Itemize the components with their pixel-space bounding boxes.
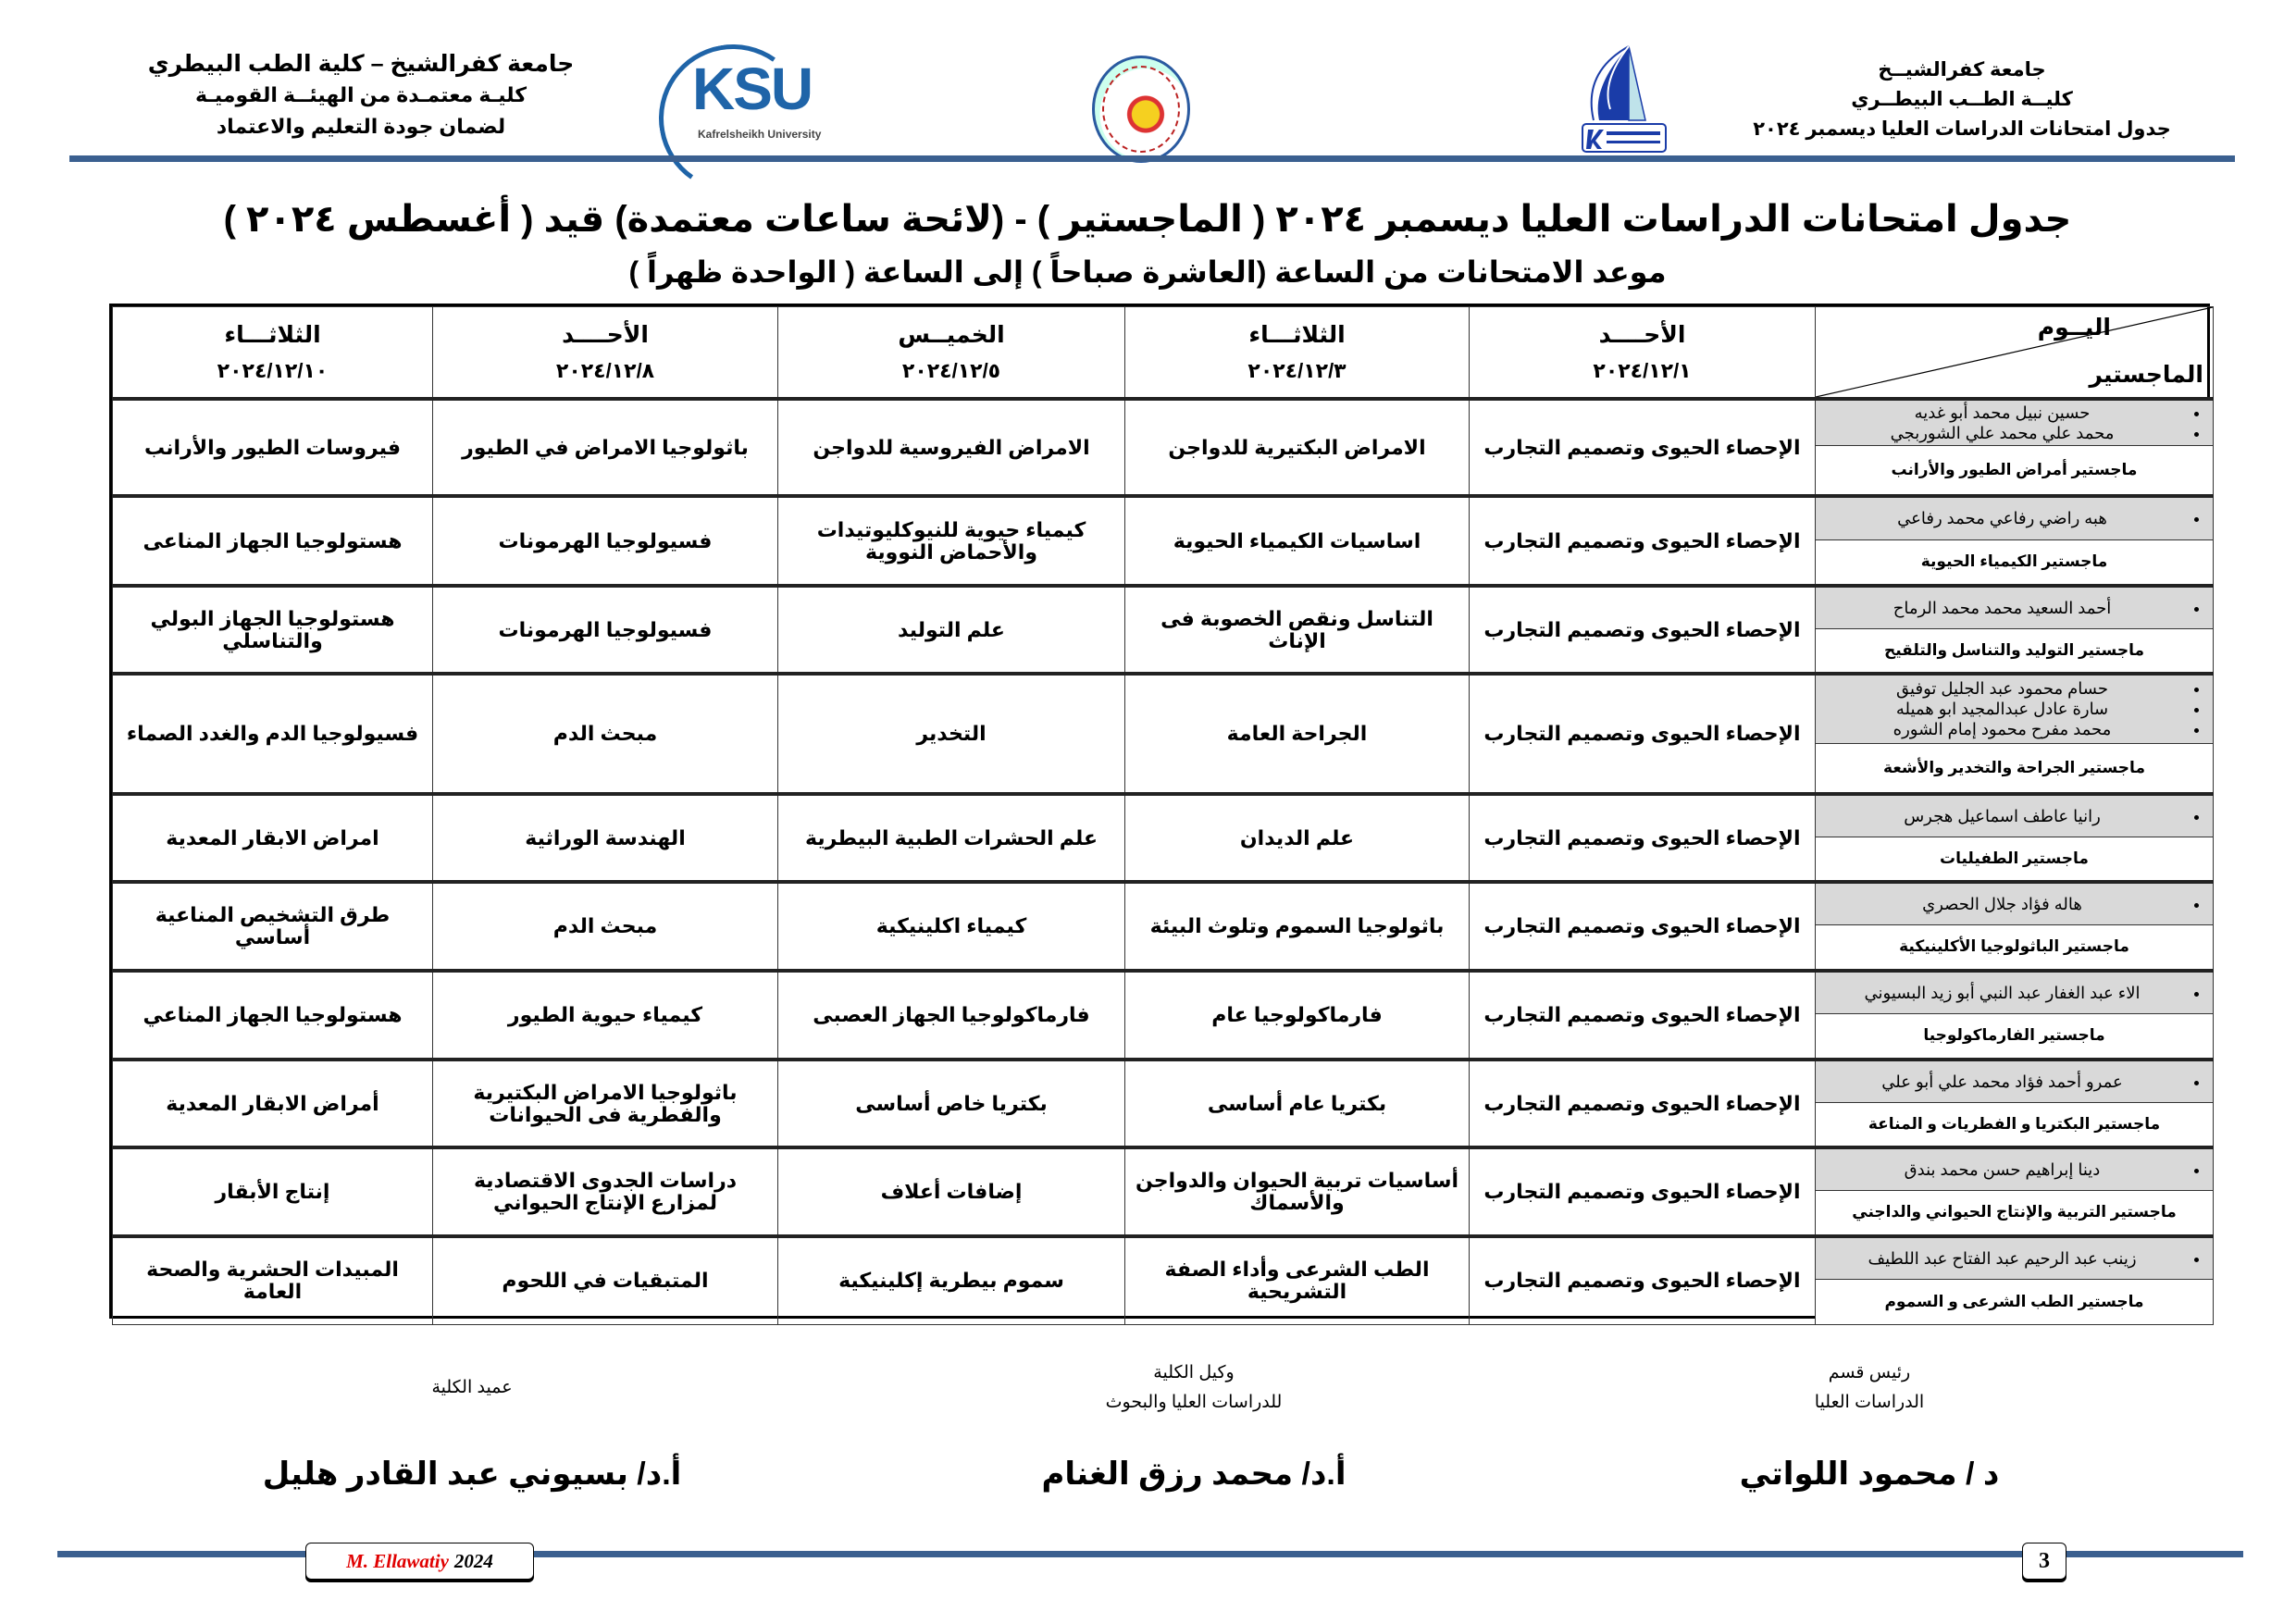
course-cell: أساسيات تربية الحيوان والدواجن والأسماك (1125, 1147, 1470, 1236)
course-cell: بكتريا خاص أساسى (778, 1060, 1125, 1147)
program-name-cell: ماجستير الجراحة والتخدير والأشعة (1816, 743, 2214, 794)
program-name-cell: ماجستير أمراض الطيور والأرانب (1816, 445, 2214, 496)
schedule-grid (112, 306, 2214, 1325)
student-list (1821, 598, 2207, 618)
footer-year: 2024 (453, 1549, 493, 1572)
course-cell: الإحصاء الحيوى وتصميم التجارب (1470, 882, 1816, 971)
ksu-logo (659, 44, 853, 152)
day-header (1470, 307, 1816, 400)
student-list (1821, 678, 2207, 739)
header-right-university: جامعة كفرالشيــخ (1878, 59, 2046, 81)
student-name: • سارة عادل عبدالمجيد ابو هميله (1821, 699, 2183, 719)
student-name: • الاء عبد الغفار عبد النبي أبو زيد البسيوني (1821, 983, 2183, 1003)
signature-vice-dean (944, 1358, 1444, 1494)
course-cell: الامراض الفيروسية للدواجن (778, 399, 1125, 496)
course-cell: الإحصاء الحيوى وتصميم التجارب (1470, 794, 1816, 882)
day-name: الأحــــد (1598, 321, 1686, 348)
header-institution-right (1740, 56, 2184, 144)
signature-dean (213, 1373, 731, 1494)
course-cell: كيمياء اكلينيكية (778, 882, 1125, 971)
corner-program-label: الماجستير (2089, 362, 2203, 388)
course-cell: باثولوجيا الامراض في الطيور (433, 399, 778, 496)
student-list (1821, 403, 2207, 443)
day-name: الثلاثـــاء (224, 321, 321, 348)
students-cell (1816, 674, 2214, 743)
student-name: • هاله فؤاد جلال الحصري (1821, 894, 2183, 914)
table-row (113, 1236, 2214, 1279)
student-name: • هبه راضي رفاعي محمد رفاعي (1821, 508, 2183, 528)
student-name: • زينب عبد الرحيم عبد الفتاح عبد اللطيف (1821, 1248, 2183, 1269)
students-cell (1816, 1236, 2214, 1279)
page-number: 3 (2022, 1543, 2066, 1580)
course-cell: الطب الشرعى وأداء الصفة التشريحية (1125, 1236, 1470, 1324)
table-row (113, 971, 2214, 1013)
exam-time-subtitle: موعد الامتحانات من الساعة (العاشرة صباحاً ) إلى الساعة ( الواحدة ظهراً ) (628, 255, 1667, 289)
course-cell: فسيولوجيا الهرمونات (433, 496, 778, 586)
student-list (1821, 1072, 2207, 1092)
course-cell: إضافات أعلاف (778, 1147, 1125, 1236)
course-cell: دراسات الجدوى الاقتصادية لمزارع الإنتاج الحيواني (433, 1147, 778, 1236)
day-date: ٢٠٢٤/١٢/١ (1593, 358, 1692, 382)
ksu-logo-text: KSU (692, 56, 813, 122)
day-name: الأحــــد (562, 321, 649, 348)
table-row (113, 674, 2214, 743)
course-cell: الإحصاء الحيوى وتصميم التجارب (1470, 1147, 1816, 1236)
course-cell: هستولوجيا الجهاز المناعى (113, 496, 433, 586)
course-cell: الإحصاء الحيوى وتصميم التجارب (1470, 586, 1816, 674)
student-name: • دينا إبراهيم حسن محمد بندق (1821, 1159, 2183, 1180)
student-list (1821, 508, 2207, 528)
course-cell: علم الحشرات الطبية البيطرية (778, 794, 1125, 882)
day-header (433, 307, 778, 400)
program-name-cell: ماجستير الفارماكولوجيا (1816, 1013, 2214, 1060)
course-cell: فيروسات الطيور والأرانب (113, 399, 433, 496)
table-row (113, 1060, 2214, 1102)
course-cell: الامراض البكتيرية للدواجن (1125, 399, 1470, 496)
course-cell: اساسيات الكيمياء الحيوية (1125, 496, 1470, 586)
header-right-doc-title: جدول امتحانات الدراسات العليا ديسمبر ٢٠٢٤ (1753, 118, 2171, 140)
students-cell (1816, 794, 2214, 837)
course-cell: فارماكولوجيا عام (1125, 971, 1470, 1060)
signature-role: للدراسات العليا والبحوث (1105, 1393, 1283, 1412)
signature-role: وكيل الكلية (1153, 1363, 1235, 1382)
course-cell: بكتريا عام أساسى (1125, 1060, 1470, 1147)
program-name-cell: ماجستير الطفيليات (1816, 837, 2214, 882)
table-row (113, 1147, 2214, 1190)
day-date: ٢٠٢٤/١٢/١٠ (217, 358, 329, 382)
course-cell: هستولوجيا الجهاز المناعي (113, 971, 433, 1060)
table-row (113, 794, 2214, 837)
course-cell: باثولوجيا السموم وتلوث البيئة (1125, 882, 1470, 971)
student-name: • عمرو أحمد فؤاد محمد علي أبو علي (1821, 1072, 2183, 1092)
course-cell: إنتاج الأبقار (113, 1147, 433, 1236)
student-list (1821, 983, 2207, 1003)
header-row (113, 307, 2214, 400)
signature-role: الدراسات العليا (1814, 1393, 1925, 1412)
day-date: ٢٠٢٤/١٢/٨ (555, 358, 655, 382)
course-cell: علم الديدان (1125, 794, 1470, 882)
course-cell: الإحصاء الحيوى وتصميم التجارب (1470, 1060, 1816, 1147)
student-name: • محمد علي محمد علي الشوربجي (1821, 423, 2183, 443)
course-cell: فسيولوجيا الهرمونات (433, 586, 778, 674)
course-cell: فسيولوجيا الدم والغدد الصماء (113, 674, 433, 794)
course-cell: الإحصاء الحيوى وتصميم التجارب (1470, 674, 1816, 794)
seal-ring (1102, 66, 1180, 153)
program-name-cell: ماجستير التوليد والتناسل والتلقيح (1816, 628, 2214, 674)
student-name: • حسام محمود عبد الجليل توفيق (1821, 678, 2183, 699)
students-cell (1816, 586, 2214, 628)
header-accreditation-line1: كليـة معتمـدة من الهيئــة القوميـة (194, 83, 527, 106)
day-date: ٢٠٢٤/١٢/٣ (1247, 358, 1347, 382)
program-name-cell: ماجستير الكيمياء الحيوية (1816, 539, 2214, 586)
course-cell: الإحصاء الحيوى وتصميم التجارب (1470, 496, 1816, 586)
corner-day-label: اليــوم (2037, 315, 2111, 341)
signature-head-of-department (1620, 1358, 2119, 1494)
course-cell: التخدير (778, 674, 1125, 794)
program-name-cell: ماجستير الباثولوجيا الأكلينيكية (1816, 924, 2214, 971)
header-right-faculty: كليــة الطــب البيطــري (1851, 89, 2073, 110)
table-row (113, 399, 2214, 445)
course-cell: الإحصاء الحيوى وتصميم التجارب (1470, 399, 1816, 496)
corner-header-cell (1816, 307, 2214, 400)
header-accreditation-line2: لضمان جودة التعليم والاعتماد (216, 115, 506, 138)
student-list (1821, 1248, 2207, 1269)
student-name: • أحمد السعيد محمد محمد الرماح (1821, 598, 2183, 618)
course-cell: سموم بيطرية إكلينيكية (778, 1236, 1125, 1324)
sail-icon (1573, 44, 1675, 155)
signature-name: أ.د/ محمد رزق الغنام (1041, 1457, 1347, 1492)
course-cell: امراض الابقار المعدية (113, 794, 433, 882)
students-cell (1816, 882, 2214, 924)
day-date: ٢٠٢٤/١٢/٥ (901, 358, 1001, 382)
student-list (1821, 894, 2207, 914)
day-header (113, 307, 433, 400)
table-row (113, 496, 2214, 539)
naqaae-seal-logo (1092, 56, 1190, 163)
signature-role: رئيس قسم (1828, 1363, 1911, 1382)
day-header (778, 307, 1125, 400)
course-cell: المتبقيات في اللحوم (433, 1236, 778, 1324)
ksu-logo-subtitle: Kafrelsheikh University (698, 128, 822, 141)
table-row (113, 882, 2214, 924)
students-cell (1816, 496, 2214, 539)
student-name: • حسين نبيل محمد أبو غديه (1821, 403, 2183, 423)
course-cell: الإحصاء الحيوى وتصميم التجارب (1470, 971, 1816, 1060)
student-list (1821, 1159, 2207, 1180)
course-cell: التناسل ونقص الخصوبة فى الإناث (1125, 586, 1470, 674)
course-cell: كيمياء حيوية الطيور (433, 971, 778, 1060)
course-cell: باثولوجيا الامراض البكتيرية والفطرية فى الحيوانات (433, 1060, 778, 1147)
program-name-cell: ماجستير البكتريا و الفطريات و المناعة (1816, 1102, 2214, 1147)
course-cell: أمراض الابقار المعدية (113, 1060, 433, 1147)
program-name-cell: ماجستير الطب الشرعى و السموم (1816, 1279, 2214, 1324)
students-cell (1816, 971, 2214, 1013)
students-cell (1816, 1147, 2214, 1190)
table-row (113, 586, 2214, 628)
day-name: الثلاثـــاء (1248, 321, 1346, 348)
page-title: جدول امتحانات الدراسات العليا ديسمبر ٢٠٢٤ ( الماجستير ) - (لائحة ساعات معتمدة) قيد ( أغسطس ٢٠٢٤ ) (223, 199, 2072, 240)
course-cell: كيمياء حيوية للنيوكليوتيدات والأحماض النووية (778, 496, 1125, 586)
student-name: • رانيا عاطف اسماعيل هجرس (1821, 806, 2183, 826)
course-cell: المبيدات الحشرية والصحة العامة (113, 1236, 433, 1324)
course-cell: الإحصاء الحيوى وتصميم التجارب (1470, 1236, 1816, 1324)
faculty-sail-logo (1573, 44, 1675, 155)
student-name: • محمد مفرح محمود إمام الشوره (1821, 719, 2183, 739)
header-university-faculty: جامعة كفرالشيخ – كلية الطب البيطري (147, 51, 575, 77)
signature-role: عميد الكلية (431, 1378, 513, 1397)
day-header (1125, 307, 1470, 400)
students-cell (1816, 399, 2214, 445)
students-cell (1816, 1060, 2214, 1102)
course-cell: هستولوجيا الجهاز البولي والتناسلي (113, 586, 433, 674)
signature-name: أ.د/ بسيوني عبد القادر هليل (262, 1457, 682, 1492)
course-cell: مبحث الدم (433, 882, 778, 971)
course-cell: مبحث الدم (433, 674, 778, 794)
course-cell: فارماكولوجيا الجهاز العصبى (778, 971, 1125, 1060)
header-divider (69, 155, 2235, 162)
course-cell: طرق التشخيص المناعية أساسي (113, 882, 433, 971)
header-institution-left (139, 48, 583, 143)
exam-schedule-table (109, 304, 2210, 1319)
footer-author-badge (305, 1543, 534, 1580)
program-name-cell: ماجستير التربية والإنتاج الحيواني والداجني (1816, 1190, 2214, 1236)
course-cell: علم التوليد (778, 586, 1125, 674)
student-list (1821, 806, 2207, 826)
day-name: الخميــس (898, 321, 1005, 348)
footer-author: M. Ellawatiy (346, 1549, 449, 1572)
course-cell: الجراحة العامة (1125, 674, 1470, 794)
course-cell: الهندسة الوراثية (433, 794, 778, 882)
signature-name: د / محمود اللواتي (1739, 1457, 2000, 1492)
